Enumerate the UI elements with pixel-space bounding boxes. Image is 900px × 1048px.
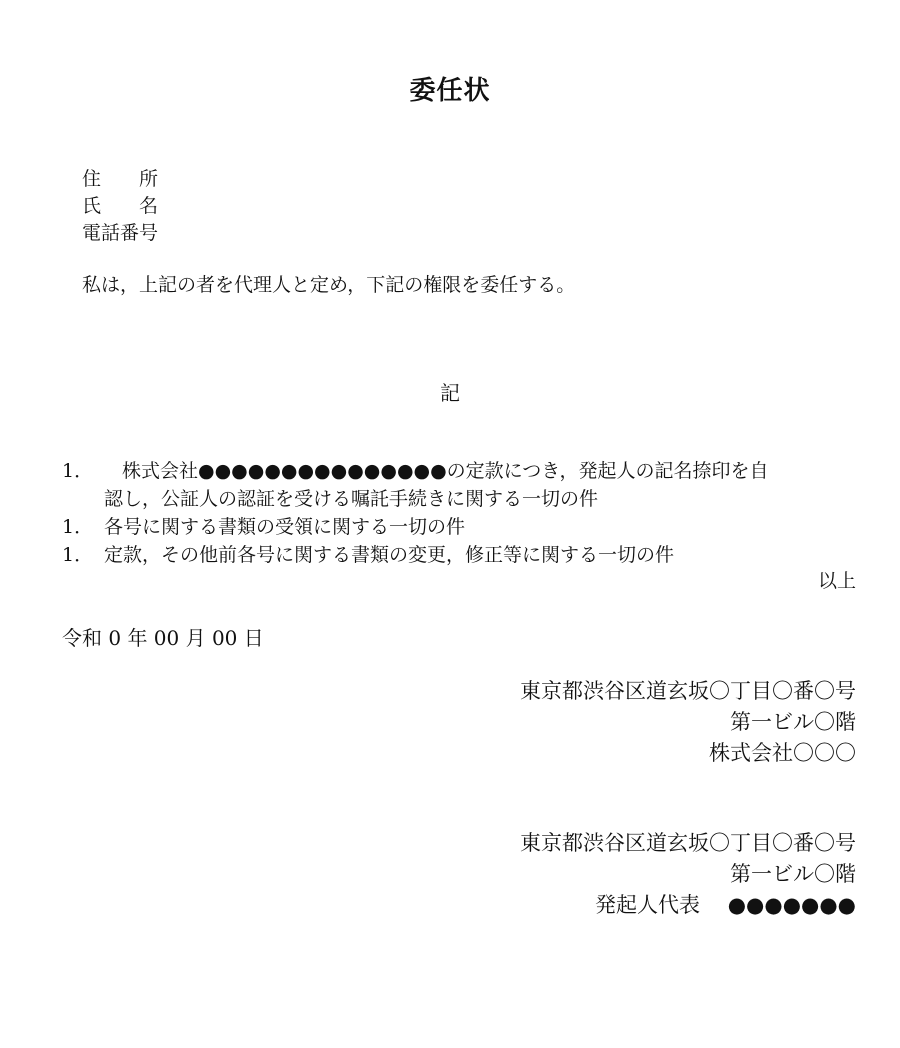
item-number: 1．: [62, 516, 94, 538]
promoter-address: 東京都渋谷区道玄坂〇丁目〇番〇号: [520, 831, 856, 855]
company-address: 東京都渋谷区道玄坂〇丁目〇番〇号: [520, 679, 856, 703]
address-label: 住 所: [82, 168, 159, 190]
company-address-block: [520, 676, 856, 769]
item-text: 定款，その他前各号に関する書類の変更，修正等に関する一切の件: [104, 544, 675, 566]
principal-fields: [82, 166, 158, 247]
list-item: [62, 513, 862, 541]
item-number: 1．: [62, 544, 94, 566]
promoter-role: 発起人代表: [595, 893, 701, 917]
delegation-statement: 私は，上記の者を代理人と定め，下記の権限を委任する。: [82, 274, 576, 296]
closing-ijo: 以上: [817, 570, 856, 592]
ki-heading: 記: [440, 381, 460, 405]
promoter-building: 第一ビル〇階: [730, 862, 856, 886]
item-text: 各号に関する書類の受領に関する一切の件: [104, 516, 466, 538]
list-item: [62, 541, 862, 569]
item-text: 株式会社●●●●●●●●●●●●●●●の定款につき，発起人の記名捺印を自: [122, 460, 769, 482]
promoter-representative-row: [520, 890, 856, 921]
list-item: [62, 457, 862, 485]
promoter-address-block: [520, 828, 856, 921]
name-label: 氏 名: [82, 195, 159, 217]
document-date: 令和 0 年 00 月 00 日: [62, 626, 264, 650]
company-name: 株式会社〇〇〇: [709, 741, 856, 765]
company-building: 第一ビル〇階: [730, 710, 856, 734]
phone-label: 電話番号: [82, 222, 159, 244]
item-number: 1．: [62, 460, 94, 482]
delegated-items-list: [62, 457, 862, 569]
promoter-name: ●●●●●●●: [727, 893, 856, 917]
document-title: 委任状: [409, 76, 491, 106]
item-text-continuation: 認し，公証人の認証を受ける嘱託手続きに関する一切の件: [104, 488, 599, 510]
